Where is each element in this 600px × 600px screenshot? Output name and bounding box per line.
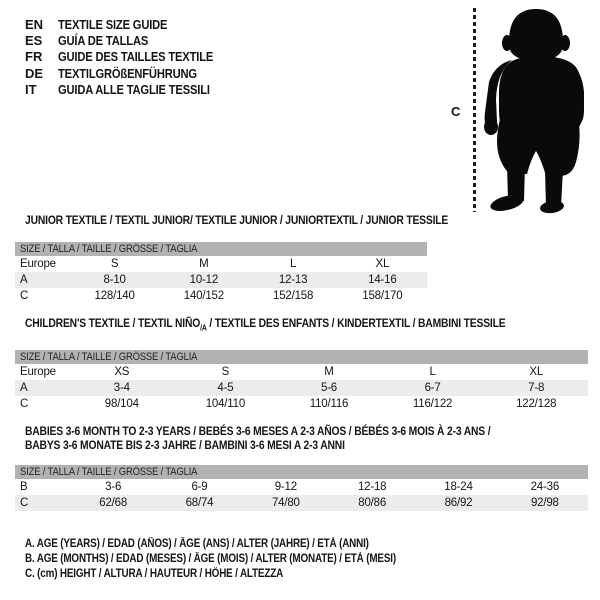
footnotes [25,537,456,582]
table-cell: 4-5 [217,382,234,395]
babies-textile-section [15,424,588,511]
row-label: C [20,497,29,509]
junior-table-title-text: JUNIOR TEXTILE / TEXTIL JUNIOR/ TEXTILE JUNIOR / JUNIORTEXTIL / JUNIOR TESSILE [25,213,449,227]
childrens-table-title [25,317,588,334]
legend-row-es [25,32,238,48]
childrens-table-rows [15,364,588,412]
size-header-bar [15,465,588,479]
row-label: B [20,481,28,493]
table-cell: 3-6 [105,481,122,493]
table-cell: 62/68 [99,497,128,509]
table-cell: M [324,366,334,379]
measure-c-label: C [451,104,461,119]
table-cell: L [290,258,297,270]
junior-table-title [25,213,449,227]
table-cell: 18-24 [444,481,473,493]
table-row [15,272,427,288]
table-cell: 80/86 [358,497,387,509]
table-cell: 6-7 [424,382,441,395]
legend-label: TEXTILGRÖßENFÜHRUNG [58,65,197,81]
table-cell: XS [114,366,130,379]
footnote-b [25,552,456,567]
babies-table-rows [15,479,588,511]
row-label: A [20,274,28,286]
height-dashed-line [473,8,476,212]
junior-size-table [15,242,427,304]
size-header-bar [15,242,427,256]
row-label: Europe [20,258,56,270]
table-cell: 110/116 [309,398,349,411]
row-label: C [20,290,29,302]
size-header-text: SIZE / TALLA / TAILLE / GRÖSSE / TAGLIA [20,351,198,364]
language-code: IT [25,82,37,98]
table-cell: 14-16 [368,274,397,286]
table-cell: L [429,366,436,379]
table-row [15,495,588,511]
language-code: ES [25,33,43,49]
table-cell: XL [529,366,544,379]
legend-label: GUIDE DES TAILLES TEXTILE [58,49,214,65]
babies-table-title-text2: BABYS 3-6 MONATE BIS 2-3 JAHRE / BAMBINI 3-6 MESI A 2-3 ANNI [25,438,345,452]
babies-size-table [15,465,588,511]
babies-table-title-text1: BABIES 3-6 MONTH TO 2-3 YEARS / BEBÉS 3-6 MESES A 2-3 AÑOS / BÉBÉS 3-6 MOIS À 2-3 ANS / [25,424,491,438]
row-label: Europe [20,366,56,379]
footnote-a [25,537,456,552]
table-cell: 12-18 [357,481,387,493]
table-cell: 140/152 [183,290,224,302]
table-cell: 24-36 [530,481,560,493]
language-code: EN [25,16,44,32]
junior-table-rows [15,256,427,304]
baby-silhouette-icon [478,4,586,214]
table-cell: 98/104 [104,398,139,411]
table-row [15,256,427,272]
table-row [15,396,588,412]
table-row [15,479,588,495]
table-cell: 128/140 [94,290,135,302]
table-cell: 104/110 [205,398,246,411]
row-label: C [20,398,29,411]
junior-textile-section [15,213,449,304]
legend-row-en [25,16,238,32]
table-cell: 9-12 [274,481,297,493]
babies-table-title-line1 [25,424,588,438]
table-cell: XL [375,258,390,270]
footnote-a-text: A. AGE (YEARS) / EDAD (AÑOS) / ÂGE (ANS) / ALTER (JAHRE) / ETÀ (ANNI) [25,538,369,550]
table-cell: S [110,258,119,270]
row-label: A [20,382,28,395]
table-cell: M [199,258,209,270]
legend-row-fr [25,49,238,65]
footnote-c-text: C. (cm) HEIGHT / ALTURA / HAUTEUR / HÖHE / ALTEZZA [25,568,284,580]
legend-row-it [25,82,238,98]
table-cell: 68/74 [185,497,214,509]
size-header-text: SIZE / TALLA / TAILLE / GRÖSSE / TAGLIA [20,243,198,255]
table-row [15,364,588,380]
size-header-text: SIZE / TALLA / TAILLE / GRÖSSE / TAGLIA [20,466,198,478]
legend-label: GUIDA ALLE TAGLIE TESSILI [58,82,210,98]
legend-label: GUÍA DE TALLAS [58,33,149,49]
childrens-textile-section [15,317,588,412]
legend-row-de [25,65,238,81]
table-row [15,288,427,304]
table-cell: 10-12 [189,274,219,286]
table-cell: 122/128 [516,398,557,411]
table-cell: 92/98 [530,497,559,509]
table-cell: S [221,366,230,379]
language-code: DE [25,65,44,81]
table-cell: 158/170 [362,290,403,302]
language-code: FR [25,49,43,65]
footnote-c [25,567,456,582]
footnote-b-text: B. AGE (MONTHS) / EDAD (MESES) / ÂGE (MOIS) / ALTER (MONATE) / ETÀ (MESI) [25,553,396,565]
table-cell: 86/92 [444,497,473,509]
table-cell: 12-13 [278,274,308,286]
table-cell: 6-9 [191,481,208,493]
table-cell: 3-4 [113,382,130,395]
childrens-size-table [15,350,588,412]
legend-label: TEXTILE SIZE GUIDE [58,16,168,32]
table-cell: 7-8 [528,382,545,395]
size-header-bar [15,350,588,364]
table-row [15,380,588,396]
table-cell: 5-6 [320,382,337,395]
language-legend [25,16,238,98]
table-cell: 116/122 [412,398,453,411]
table-cell: 8-10 [103,274,126,286]
table-cell: 152/158 [273,290,314,302]
childrens-table-title-text: CHILDREN'S TEXTILE / TEXTIL $NIÑO_{/A}$ / TEXTILE DES ENFANTS / KINDERTEXTIL / BAMBINI TESSILE [25,316,506,333]
babies-table-title-line2 [25,438,588,452]
table-cell: 74/80 [271,497,300,509]
